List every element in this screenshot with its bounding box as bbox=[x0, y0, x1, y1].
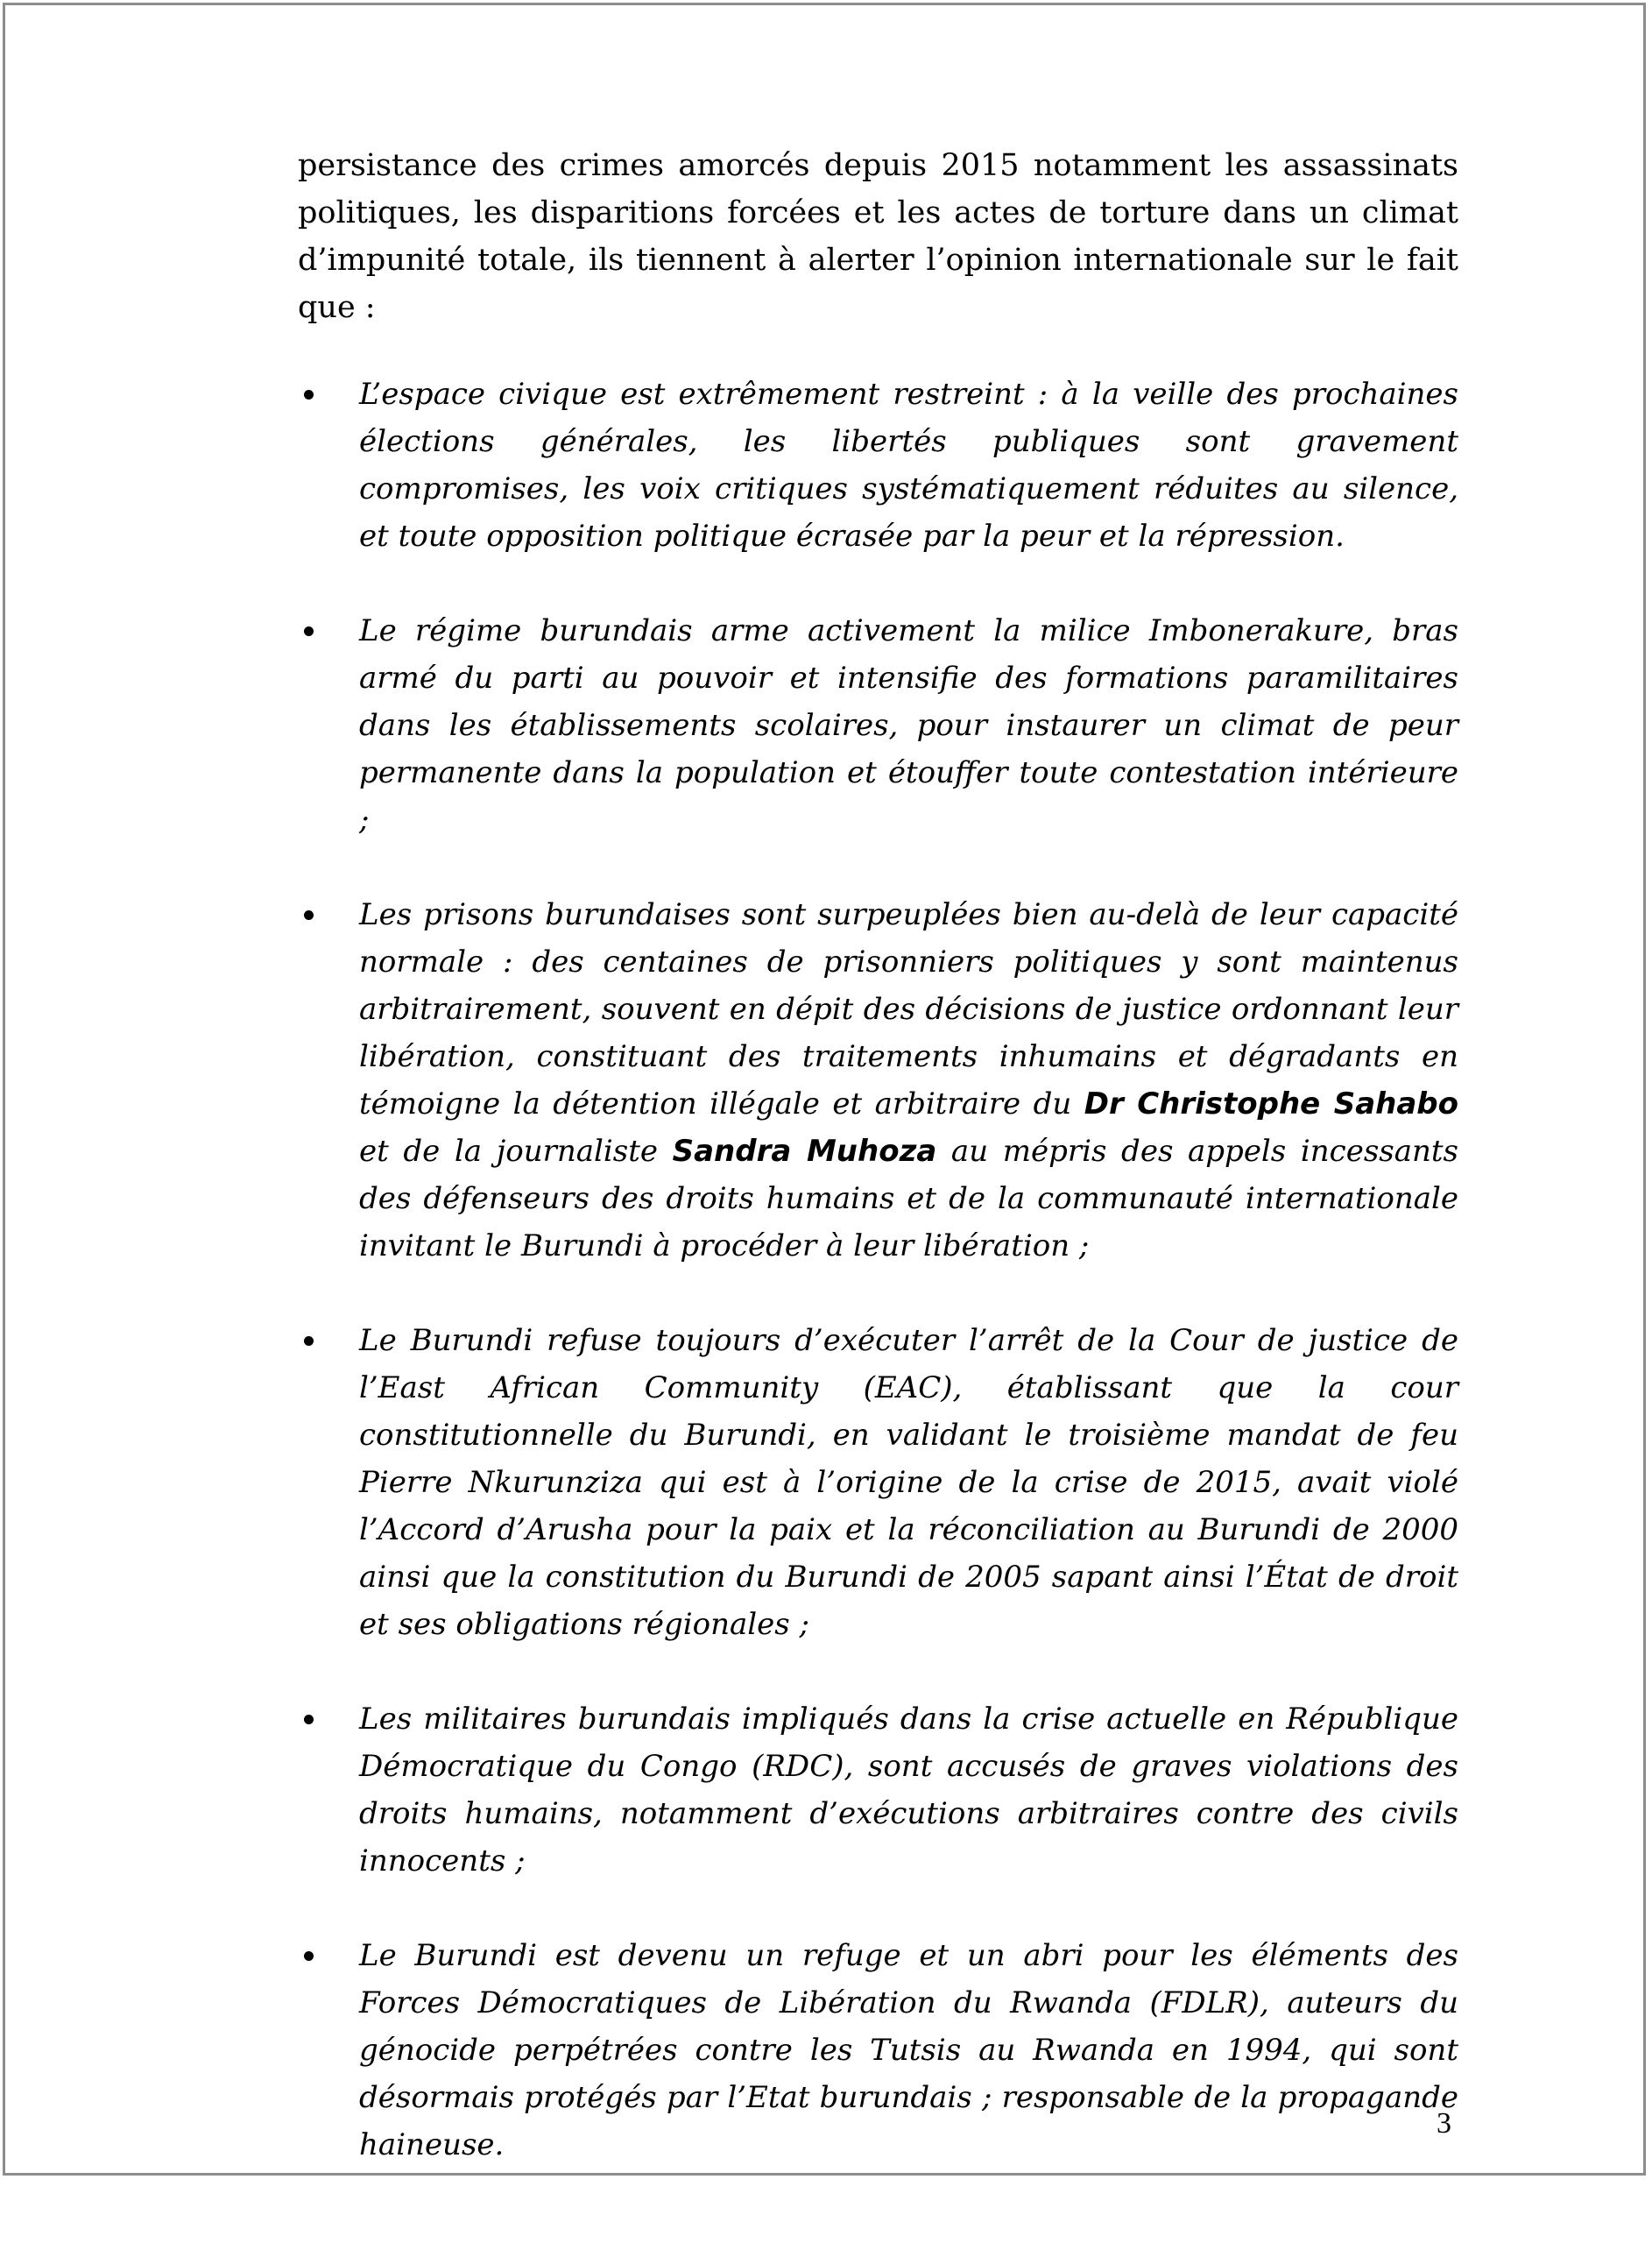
person-name: Dr Christophe Sahabo bbox=[1084, 1086, 1458, 1122]
bullet-dot-icon bbox=[304, 910, 314, 920]
bullet-dot-icon bbox=[304, 1336, 314, 1346]
bullet-dot-icon bbox=[304, 626, 314, 636]
bullet-list bbox=[298, 371, 1458, 2169]
bullet-text-segment: au mépris des appels incessants des défenseurs des droits humains et de la communauté internationale invitant le Burundi à procéder à leur libération ; bbox=[359, 1134, 1458, 1263]
bullet-item bbox=[298, 1695, 1458, 1885]
bullet-text-segment: Les prisons burundaises sont surpeuplées bien au-delà de leur capacité normale : des centaines de prisonniers politiques y sont maintenus arbitrairement, souvent en dépit des décisions de justice ordonnant leur libération, constituant des traitements inhumains et dégradants en témoigne la détention illégale et arbitraire du bbox=[359, 897, 1458, 1122]
bullet-text: Le régime burundais arme activement la milice Imbonerakure, bras armé du parti au pouvoir et intensifie des formations paramilitaires dans les établissements scolaires, pour instaurer un climat de peur permanente dans la population et étouffer toute contestation intérieure ; bbox=[359, 613, 1458, 838]
bullet-dot-icon bbox=[304, 390, 314, 400]
bullet-text bbox=[359, 891, 1458, 1270]
bullet-item bbox=[298, 607, 1458, 844]
bullet-item bbox=[298, 1932, 1458, 2169]
bullet-dot-icon bbox=[304, 1715, 314, 1724]
bullet-item bbox=[298, 891, 1458, 1270]
bullet-item bbox=[298, 371, 1458, 560]
bullet-text: Le Burundi est devenu un refuge et un abri pour les éléments des Forces Démocratiques de Libération du Rwanda (FDLR), auteurs du génocide perpétrées contre les Tutsis au Rwanda en 1994, qui sont désormais protégés par l’Etat burundais ; responsable de la propagande haineuse. bbox=[359, 1938, 1458, 2162]
bullet-text: L’espace civique est extrêmement restreint : à la veille des prochaines élections générales, les libertés publiques sont gravement compromises, les voix critiques systématiquement réduites au silence, et toute opposition politique écrasée par la peur et la répression. bbox=[359, 377, 1458, 554]
bullet-text: Le Burundi refuse toujours d’exécuter l’arrêt de la Cour de justice de l’East African Community (EAC), établissant que la cour constitutionnelle du Burundi, en validant le troisième mandat de feu Pierre Nkurunziza qui est à l’origine de la crise de 2015, avait violé l’Accord d’Arusha pour la paix et la réconciliation au Burundi de 2000 ainsi que la constitution du Burundi de 2005 sapant ainsi l’État de droit et ses obligations régionales ; bbox=[359, 1323, 1458, 1642]
bullet-text-segment: et de la journaliste bbox=[359, 1134, 673, 1169]
document-body bbox=[298, 142, 1458, 2169]
bullet-dot-icon bbox=[304, 1951, 314, 1961]
bullet-text: Les militaires burundais impliqués dans la crise actuelle en République Démocratique du Congo (RDC), sont accusés de graves violations des droits humains, notamment d’exécutions arbitraires contre des civils innocents ; bbox=[359, 1702, 1458, 1879]
person-name: Sandra Muhoza bbox=[672, 1134, 937, 1169]
bullet-item bbox=[298, 1317, 1458, 1648]
intro-paragraph: persistance des crimes amorcés depuis 2015 notamment les assassinats politiques, les disparitions forcées et les actes de torture dans un climat d’impunité totale, ils tiennent à alerter l’opinion internationale sur le fait que : bbox=[298, 148, 1458, 325]
page-number: 3 bbox=[1437, 2107, 1451, 2140]
